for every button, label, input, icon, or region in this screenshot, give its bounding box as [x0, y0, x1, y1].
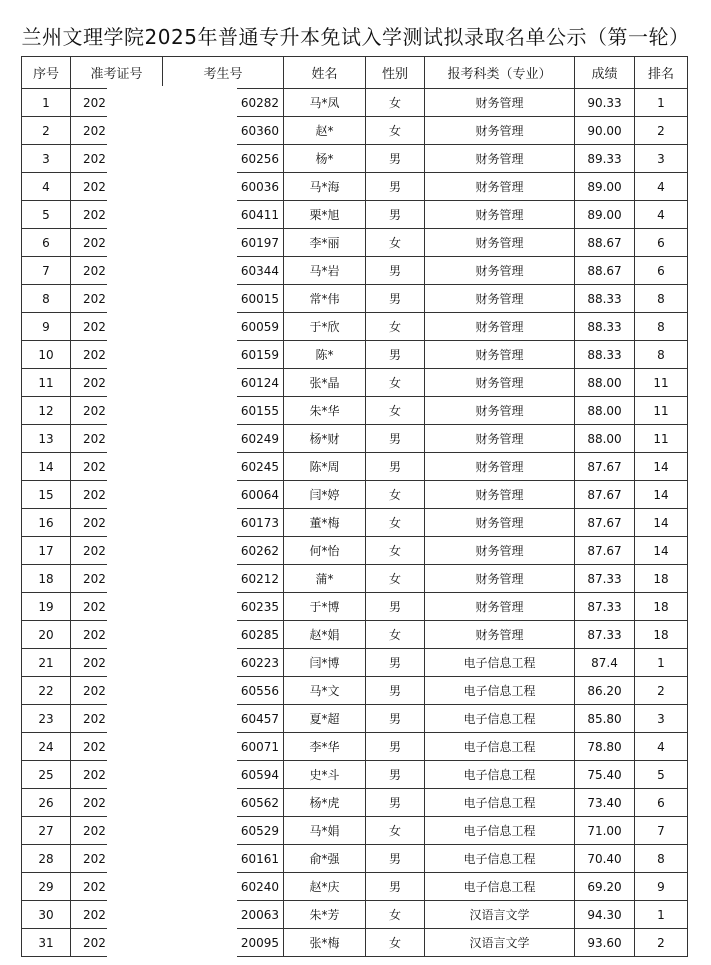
cell-score: 89.00	[575, 173, 635, 201]
cell-admission-ticket-no: 202	[71, 257, 163, 285]
cell-rank: 4	[635, 201, 688, 229]
cell-name: 俞*强	[284, 845, 366, 873]
cell-score: 86.20	[575, 677, 635, 705]
cell-score: 90.00	[575, 117, 635, 145]
cell-serial-no: 16	[22, 509, 71, 537]
cell-rank: 18	[635, 593, 688, 621]
header-serial-no: 序号	[22, 57, 71, 89]
cell-admission-ticket-no: 202	[71, 117, 163, 145]
cell-serial-no: 15	[22, 481, 71, 509]
cell-gender: 男	[366, 425, 425, 453]
cell-gender: 男	[366, 173, 425, 201]
cell-examinee-no: 60529	[163, 817, 284, 845]
cell-score: 87.33	[575, 593, 635, 621]
cell-examinee-no: 60235	[163, 593, 284, 621]
cell-examinee-no: 60212	[163, 565, 284, 593]
cell-name: 董*梅	[284, 509, 366, 537]
cell-major: 财务管理	[425, 397, 575, 425]
cell-name: 于*欣	[284, 313, 366, 341]
cell-score: 89.00	[575, 201, 635, 229]
cell-admission-ticket-no: 202	[71, 229, 163, 257]
header-major: 报考科类（专业）	[425, 57, 575, 89]
cell-rank: 1	[635, 901, 688, 929]
cell-examinee-no: 60015	[163, 285, 284, 313]
cell-major: 财务管理	[425, 145, 575, 173]
cell-rank: 3	[635, 705, 688, 733]
cell-admission-ticket-no: 202	[71, 313, 163, 341]
header-admission-ticket-no: 准考证号	[71, 57, 163, 89]
cell-gender: 男	[366, 201, 425, 229]
cell-major: 财务管理	[425, 537, 575, 565]
cell-major: 电子信息工程	[425, 677, 575, 705]
cell-name: 陈*周	[284, 453, 366, 481]
cell-name: 赵*庆	[284, 873, 366, 901]
cell-admission-ticket-no: 202	[71, 845, 163, 873]
cell-examinee-no: 60071	[163, 733, 284, 761]
cell-serial-no: 18	[22, 565, 71, 593]
cell-admission-ticket-no: 202	[71, 481, 163, 509]
cell-serial-no: 31	[22, 929, 71, 957]
cell-rank: 5	[635, 761, 688, 789]
cell-rank: 14	[635, 509, 688, 537]
cell-name: 史*斗	[284, 761, 366, 789]
cell-name: 闫*博	[284, 649, 366, 677]
cell-examinee-no: 60562	[163, 789, 284, 817]
cell-examinee-no: 60059	[163, 313, 284, 341]
cell-gender: 女	[366, 313, 425, 341]
cell-rank: 1	[635, 89, 688, 117]
cell-serial-no: 2	[22, 117, 71, 145]
cell-examinee-no: 60262	[163, 537, 284, 565]
cell-major: 财务管理	[425, 593, 575, 621]
cell-gender: 女	[366, 537, 425, 565]
cell-name: 马*凤	[284, 89, 366, 117]
cell-major: 财务管理	[425, 89, 575, 117]
cell-serial-no: 12	[22, 397, 71, 425]
cell-examinee-no: 60594	[163, 761, 284, 789]
cell-score: 88.00	[575, 425, 635, 453]
header-examinee-no: 考生号	[163, 57, 284, 89]
cell-name: 张*晶	[284, 369, 366, 397]
cell-examinee-no: 60360	[163, 117, 284, 145]
cell-score: 87.67	[575, 453, 635, 481]
cell-name: 闫*婷	[284, 481, 366, 509]
cell-admission-ticket-no: 202	[71, 761, 163, 789]
cell-serial-no: 28	[22, 845, 71, 873]
cell-rank: 2	[635, 929, 688, 957]
cell-score: 94.30	[575, 901, 635, 929]
cell-gender: 男	[366, 593, 425, 621]
cell-rank: 11	[635, 369, 688, 397]
cell-name: 栗*旭	[284, 201, 366, 229]
cell-serial-no: 30	[22, 901, 71, 929]
cell-admission-ticket-no: 202	[71, 425, 163, 453]
cell-examinee-no: 60457	[163, 705, 284, 733]
cell-gender: 女	[366, 929, 425, 957]
cell-major: 电子信息工程	[425, 817, 575, 845]
cell-serial-no: 29	[22, 873, 71, 901]
header-score: 成绩	[575, 57, 635, 89]
cell-gender: 女	[366, 901, 425, 929]
cell-examinee-no: 60036	[163, 173, 284, 201]
cell-major: 电子信息工程	[425, 733, 575, 761]
cell-name: 于*博	[284, 593, 366, 621]
cell-major: 财务管理	[425, 257, 575, 285]
cell-rank: 8	[635, 313, 688, 341]
cell-admission-ticket-no: 202	[71, 621, 163, 649]
cell-serial-no: 21	[22, 649, 71, 677]
cell-serial-no: 5	[22, 201, 71, 229]
cell-major: 财务管理	[425, 565, 575, 593]
cell-serial-no: 26	[22, 789, 71, 817]
cell-score: 88.33	[575, 313, 635, 341]
cell-rank: 1	[635, 649, 688, 677]
cell-gender: 男	[366, 761, 425, 789]
cell-major: 财务管理	[425, 285, 575, 313]
cell-examinee-no: 60159	[163, 341, 284, 369]
cell-score: 70.40	[575, 845, 635, 873]
cell-name: 张*梅	[284, 929, 366, 957]
cell-admission-ticket-no: 202	[71, 705, 163, 733]
cell-gender: 男	[366, 845, 425, 873]
cell-major: 财务管理	[425, 341, 575, 369]
cell-major: 电子信息工程	[425, 705, 575, 733]
cell-admission-ticket-no: 202	[71, 89, 163, 117]
cell-gender: 女	[366, 509, 425, 537]
table-header-row	[22, 57, 688, 89]
cell-admission-ticket-no: 202	[71, 789, 163, 817]
cell-serial-no: 22	[22, 677, 71, 705]
cell-admission-ticket-no: 202	[71, 201, 163, 229]
cell-name: 赵*娟	[284, 621, 366, 649]
cell-gender: 男	[366, 677, 425, 705]
cell-admission-ticket-no: 202	[71, 341, 163, 369]
cell-score: 90.33	[575, 89, 635, 117]
cell-gender: 女	[366, 621, 425, 649]
cell-gender: 男	[366, 145, 425, 173]
cell-admission-ticket-no: 202	[71, 677, 163, 705]
cell-admission-ticket-no: 202	[71, 537, 163, 565]
cell-serial-no: 8	[22, 285, 71, 313]
cell-name: 夏*超	[284, 705, 366, 733]
cell-admission-ticket-no: 202	[71, 929, 163, 957]
cell-score: 87.33	[575, 621, 635, 649]
cell-gender: 女	[366, 565, 425, 593]
cell-gender: 女	[366, 89, 425, 117]
cell-admission-ticket-no: 202	[71, 873, 163, 901]
cell-major: 财务管理	[425, 173, 575, 201]
cell-rank: 8	[635, 341, 688, 369]
cell-examinee-no: 60161	[163, 845, 284, 873]
document-title: 兰州文理学院2025年普通专升本免试入学测试拟录取名单公示（第一轮）	[21, 25, 690, 49]
cell-rank: 6	[635, 229, 688, 257]
cell-rank: 2	[635, 677, 688, 705]
cell-name: 蒲*	[284, 565, 366, 593]
cell-score: 88.00	[575, 397, 635, 425]
cell-rank: 18	[635, 621, 688, 649]
cell-rank: 11	[635, 397, 688, 425]
cell-rank: 2	[635, 117, 688, 145]
cell-score: 88.33	[575, 285, 635, 313]
cell-major: 财务管理	[425, 453, 575, 481]
cell-name: 何*怡	[284, 537, 366, 565]
cell-gender: 女	[366, 117, 425, 145]
cell-score: 87.4	[575, 649, 635, 677]
cell-score: 88.67	[575, 257, 635, 285]
cell-examinee-no: 20063	[163, 901, 284, 929]
cell-admission-ticket-no: 202	[71, 817, 163, 845]
cell-major: 财务管理	[425, 313, 575, 341]
cell-rank: 9	[635, 873, 688, 901]
cell-name: 李*丽	[284, 229, 366, 257]
cell-examinee-no: 60173	[163, 509, 284, 537]
cell-rank: 7	[635, 817, 688, 845]
cell-serial-no: 14	[22, 453, 71, 481]
cell-serial-no: 6	[22, 229, 71, 257]
cell-admission-ticket-no: 202	[71, 733, 163, 761]
cell-serial-no: 19	[22, 593, 71, 621]
cell-examinee-no: 60197	[163, 229, 284, 257]
cell-gender: 女	[366, 369, 425, 397]
cell-gender: 男	[366, 733, 425, 761]
cell-rank: 8	[635, 845, 688, 873]
cell-score: 89.33	[575, 145, 635, 173]
cell-gender: 女	[366, 481, 425, 509]
cell-score: 69.20	[575, 873, 635, 901]
cell-major: 财务管理	[425, 509, 575, 537]
cell-admission-ticket-no: 202	[71, 565, 163, 593]
cell-admission-ticket-no: 202	[71, 649, 163, 677]
cell-admission-ticket-no: 202	[71, 369, 163, 397]
cell-examinee-no: 60249	[163, 425, 284, 453]
cell-serial-no: 13	[22, 425, 71, 453]
cell-examinee-no: 60124	[163, 369, 284, 397]
cell-serial-no: 25	[22, 761, 71, 789]
cell-serial-no: 24	[22, 733, 71, 761]
cell-rank: 14	[635, 453, 688, 481]
cell-score: 87.67	[575, 537, 635, 565]
cell-name: 常*伟	[284, 285, 366, 313]
cell-name: 马*海	[284, 173, 366, 201]
cell-name: 马*岩	[284, 257, 366, 285]
header-rank: 排名	[635, 57, 688, 89]
cell-rank: 8	[635, 285, 688, 313]
cell-serial-no: 17	[22, 537, 71, 565]
cell-gender: 男	[366, 705, 425, 733]
cell-name: 朱*芳	[284, 901, 366, 929]
cell-major: 汉语言文学	[425, 901, 575, 929]
cell-gender: 男	[366, 453, 425, 481]
cell-gender: 女	[366, 817, 425, 845]
cell-admission-ticket-no: 202	[71, 173, 163, 201]
cell-score: 88.00	[575, 369, 635, 397]
cell-major: 财务管理	[425, 369, 575, 397]
cell-score: 87.67	[575, 509, 635, 537]
cell-rank: 4	[635, 173, 688, 201]
cell-examinee-no: 60344	[163, 257, 284, 285]
cell-examinee-no: 60155	[163, 397, 284, 425]
cell-serial-no: 7	[22, 257, 71, 285]
cell-serial-no: 10	[22, 341, 71, 369]
cell-score: 87.67	[575, 481, 635, 509]
cell-score: 78.80	[575, 733, 635, 761]
cell-major: 电子信息工程	[425, 789, 575, 817]
cell-name: 陈*	[284, 341, 366, 369]
cell-score: 75.40	[575, 761, 635, 789]
cell-gender: 男	[366, 789, 425, 817]
cell-score: 93.60	[575, 929, 635, 957]
cell-serial-no: 1	[22, 89, 71, 117]
cell-name: 赵*	[284, 117, 366, 145]
redaction-mask	[107, 86, 237, 965]
cell-gender: 男	[366, 257, 425, 285]
cell-major: 电子信息工程	[425, 761, 575, 789]
cell-examinee-no: 60240	[163, 873, 284, 901]
cell-gender: 女	[366, 397, 425, 425]
cell-rank: 14	[635, 481, 688, 509]
cell-admission-ticket-no: 202	[71, 397, 163, 425]
cell-score: 71.00	[575, 817, 635, 845]
cell-serial-no: 27	[22, 817, 71, 845]
cell-examinee-no: 60411	[163, 201, 284, 229]
cell-rank: 6	[635, 257, 688, 285]
cell-admission-ticket-no: 202	[71, 145, 163, 173]
cell-major: 财务管理	[425, 117, 575, 145]
cell-examinee-no: 60223	[163, 649, 284, 677]
cell-score: 73.40	[575, 789, 635, 817]
cell-gender: 女	[366, 229, 425, 257]
cell-gender: 男	[366, 649, 425, 677]
cell-serial-no: 4	[22, 173, 71, 201]
cell-name: 马*娟	[284, 817, 366, 845]
cell-examinee-no: 60245	[163, 453, 284, 481]
cell-examinee-no: 60285	[163, 621, 284, 649]
cell-score: 87.33	[575, 565, 635, 593]
cell-gender: 男	[366, 341, 425, 369]
cell-major: 财务管理	[425, 201, 575, 229]
cell-examinee-no: 60256	[163, 145, 284, 173]
cell-gender: 男	[366, 285, 425, 313]
cell-major: 电子信息工程	[425, 873, 575, 901]
cell-score: 85.80	[575, 705, 635, 733]
cell-examinee-no: 60282	[163, 89, 284, 117]
cell-rank: 6	[635, 789, 688, 817]
cell-name: 马*文	[284, 677, 366, 705]
cell-examinee-no: 60064	[163, 481, 284, 509]
cell-major: 电子信息工程	[425, 649, 575, 677]
cell-name: 杨*虎	[284, 789, 366, 817]
cell-admission-ticket-no: 202	[71, 453, 163, 481]
cell-name: 朱*华	[284, 397, 366, 425]
cell-admission-ticket-no: 202	[71, 285, 163, 313]
header-gender: 性别	[366, 57, 425, 89]
cell-examinee-no: 20095	[163, 929, 284, 957]
cell-major: 财务管理	[425, 229, 575, 257]
cell-admission-ticket-no: 202	[71, 509, 163, 537]
cell-serial-no: 20	[22, 621, 71, 649]
cell-rank: 3	[635, 145, 688, 173]
cell-major: 财务管理	[425, 481, 575, 509]
cell-major: 财务管理	[425, 621, 575, 649]
cell-gender: 男	[366, 873, 425, 901]
cell-name: 杨*财	[284, 425, 366, 453]
cell-examinee-no: 60556	[163, 677, 284, 705]
cell-serial-no: 23	[22, 705, 71, 733]
cell-name: 杨*	[284, 145, 366, 173]
header-name: 姓名	[284, 57, 366, 89]
cell-name: 李*华	[284, 733, 366, 761]
cell-admission-ticket-no: 202	[71, 901, 163, 929]
cell-rank: 14	[635, 537, 688, 565]
cell-major: 汉语言文学	[425, 929, 575, 957]
cell-admission-ticket-no: 202	[71, 593, 163, 621]
cell-score: 88.67	[575, 229, 635, 257]
cell-rank: 18	[635, 565, 688, 593]
cell-serial-no: 9	[22, 313, 71, 341]
cell-major: 电子信息工程	[425, 845, 575, 873]
cell-rank: 4	[635, 733, 688, 761]
cell-score: 88.33	[575, 341, 635, 369]
cell-serial-no: 11	[22, 369, 71, 397]
cell-major: 财务管理	[425, 425, 575, 453]
cell-rank: 11	[635, 425, 688, 453]
cell-serial-no: 3	[22, 145, 71, 173]
